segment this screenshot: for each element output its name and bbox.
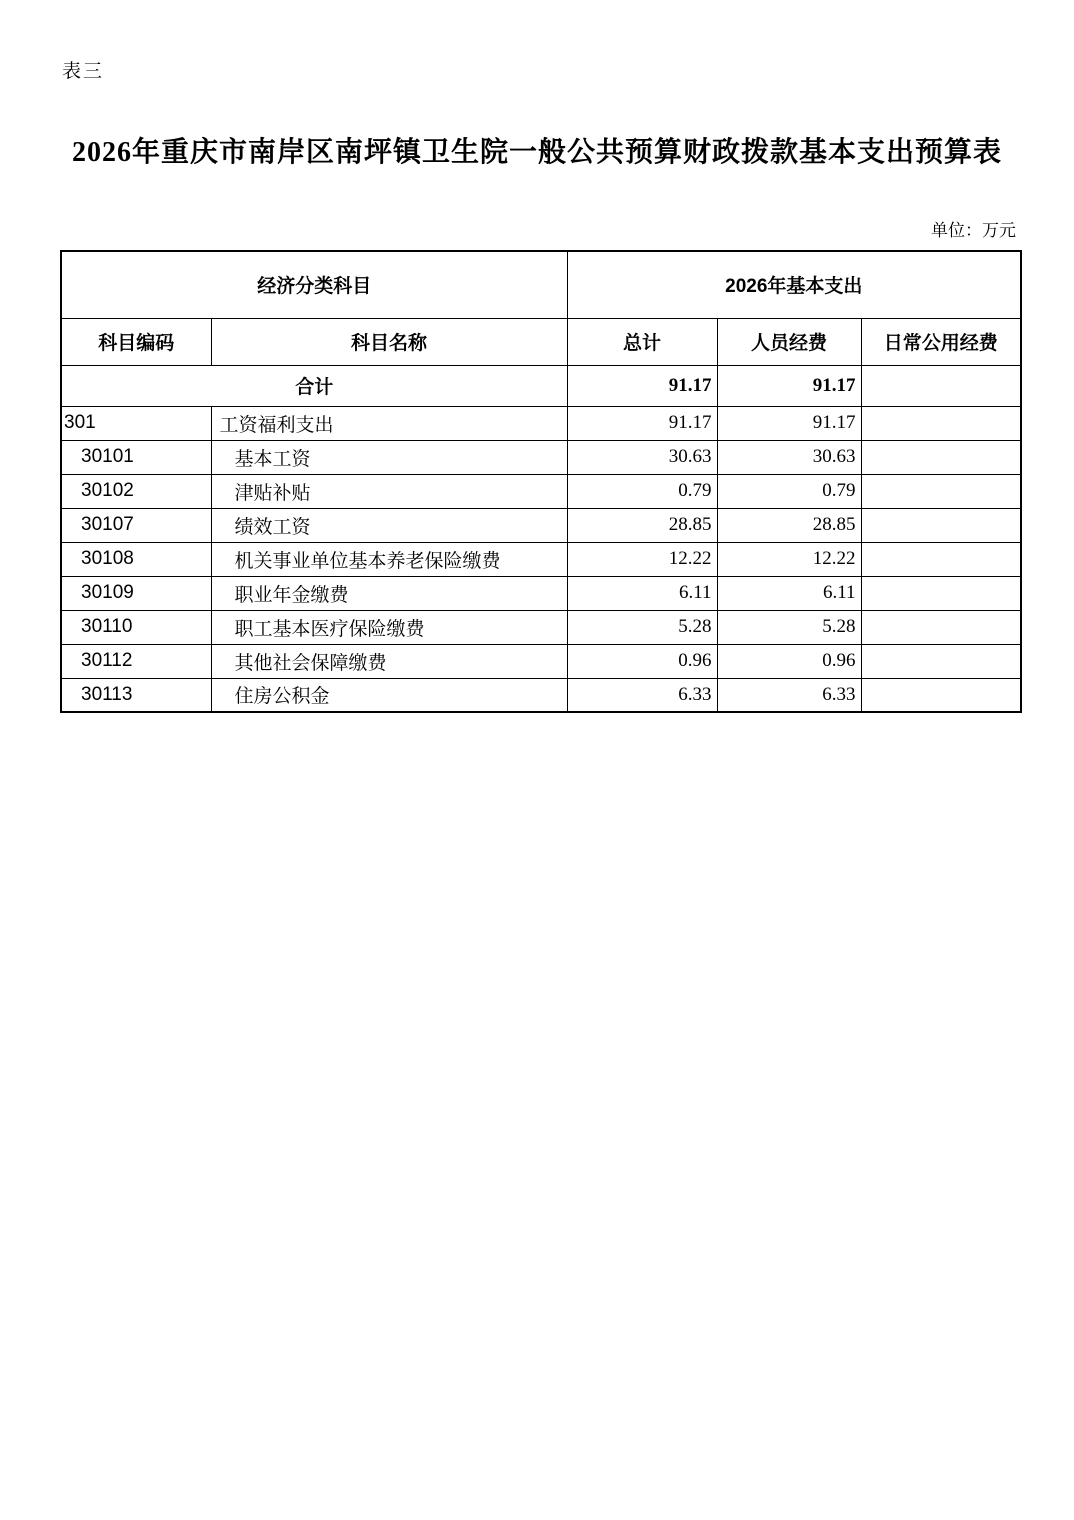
budget-table — [60, 250, 1022, 713]
header-2026-basic-expenditure: 2026年基本支出 — [567, 251, 1021, 318]
unit-note: 单位：万元 — [931, 221, 1016, 240]
table-row — [61, 406, 1021, 440]
row-personnel: 91.17 — [717, 406, 861, 440]
row-daily — [861, 508, 1021, 542]
row-personnel: 6.11 — [717, 576, 861, 610]
row-total: 6.11 — [567, 576, 717, 610]
row-personnel: 28.85 — [717, 508, 861, 542]
row-total: 91.17 — [567, 406, 717, 440]
table-row-total — [61, 365, 1021, 406]
table-row — [61, 508, 1021, 542]
row-name: 其他社会保障缴费 — [211, 644, 567, 678]
row-total: 6.33 — [567, 678, 717, 712]
header-columns-row — [61, 318, 1021, 365]
row-daily — [861, 474, 1021, 508]
total-daily-value — [861, 365, 1021, 406]
row-personnel: 0.96 — [717, 644, 861, 678]
header-personnel-funds: 人员经费 — [717, 318, 861, 365]
row-total: 12.22 — [567, 542, 717, 576]
row-personnel: 30.63 — [717, 440, 861, 474]
row-daily — [861, 406, 1021, 440]
row-name: 住房公积金 — [211, 678, 567, 712]
page-title: 2026年重庆市南岸区南坪镇卫生院一般公共预算财政拨款基本支出预算表 — [71, 137, 1002, 168]
row-name: 职业年金缴费 — [211, 576, 567, 610]
row-name: 工资福利支出 — [211, 406, 567, 440]
row-daily — [861, 576, 1021, 610]
row-code: 30110 — [61, 610, 211, 644]
header-total: 总计 — [567, 318, 717, 365]
header-daily-public-funds: 日常公用经费 — [861, 318, 1021, 365]
row-total: 30.63 — [567, 440, 717, 474]
row-code: 30102 — [61, 474, 211, 508]
row-name: 职工基本医疗保险缴费 — [211, 610, 567, 644]
table-row — [61, 440, 1021, 474]
row-personnel: 0.79 — [717, 474, 861, 508]
row-daily — [861, 542, 1021, 576]
row-total: 0.96 — [567, 644, 717, 678]
row-total: 28.85 — [567, 508, 717, 542]
total-label: 合计 — [61, 365, 567, 406]
header-subject-code: 科目编码 — [61, 318, 211, 365]
row-personnel: 12.22 — [717, 542, 861, 576]
row-code: 30108 — [61, 542, 211, 576]
total-total-value: 91.17 — [567, 365, 717, 406]
row-code: 30109 — [61, 576, 211, 610]
header-subject-name: 科目名称 — [211, 318, 567, 365]
row-code: 301 — [61, 406, 211, 440]
row-name: 机关事业单位基本养老保险缴费 — [211, 542, 567, 576]
row-total: 5.28 — [567, 610, 717, 644]
row-code: 30113 — [61, 678, 211, 712]
row-total: 0.79 — [567, 474, 717, 508]
row-code: 30112 — [61, 644, 211, 678]
table-row — [61, 644, 1021, 678]
row-name: 基本工资 — [211, 440, 567, 474]
total-personnel-value: 91.17 — [717, 365, 861, 406]
table-row — [61, 542, 1021, 576]
row-code: 30101 — [61, 440, 211, 474]
table-row — [61, 678, 1021, 712]
header-group-row — [61, 251, 1021, 318]
table-row — [61, 610, 1021, 644]
corner-label: 表三 — [62, 61, 105, 82]
row-personnel: 6.33 — [717, 678, 861, 712]
header-economic-classification: 经济分类科目 — [61, 251, 567, 318]
row-daily — [861, 440, 1021, 474]
row-name: 绩效工资 — [211, 508, 567, 542]
table-row — [61, 474, 1021, 508]
row-daily — [861, 678, 1021, 712]
row-personnel: 5.28 — [717, 610, 861, 644]
table-row — [61, 576, 1021, 610]
row-daily — [861, 644, 1021, 678]
row-daily — [861, 610, 1021, 644]
row-name: 津贴补贴 — [211, 474, 567, 508]
row-code: 30107 — [61, 508, 211, 542]
